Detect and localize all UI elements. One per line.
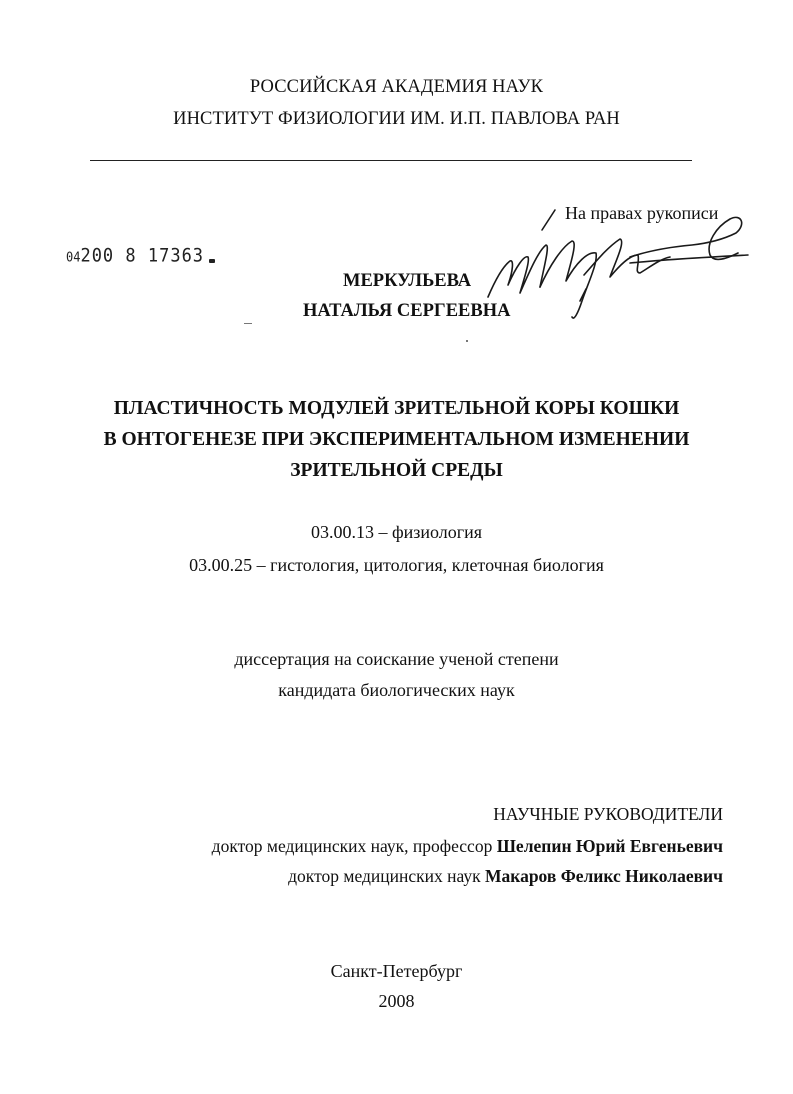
supervisor-name: Макаров Феликс Николаевич (484, 866, 723, 886)
year: 2008 (378, 991, 415, 1011)
stamp-prefix: 04 (66, 249, 81, 265)
stamp-mark (209, 259, 215, 263)
stamp-number: 200 8 17363 (80, 245, 205, 267)
header-divider (90, 160, 692, 161)
specialty-code: 03.00.25 – гистология, цитология, клеточная биология (189, 555, 604, 575)
rights-note: На правах рукописи (565, 203, 719, 223)
thesis-title-line-3: ЗРИТЕЛЬНОЙ СРЕДЫ (290, 460, 503, 481)
supervisor-credentials: доктор медицинских наук (288, 866, 481, 886)
supervisor-name: Шелепин Юрий Евгеньевич (496, 836, 723, 856)
city: Санкт-Петербург (330, 961, 463, 981)
institute-name: ИНСТИТУТ ФИЗИОЛОГИИ ИМ. И.П. ПАВЛОВА РАН (173, 109, 620, 129)
thesis-title-line-1: ПЛАСТИЧНОСТЬ МОДУЛЕЙ ЗРИТЕЛЬНОЙ КОРЫ КОШКИ (113, 398, 680, 419)
supervisor-entry (288, 866, 723, 887)
degree-line-1: диссертация на соискание ученой степени (234, 649, 559, 669)
author-signature (480, 205, 750, 325)
supervisors-heading: НАУЧНЫЕ РУКОВОДИТЕЛИ (493, 804, 723, 824)
supervisor-entry (212, 836, 723, 857)
thesis-title-line-2: В ОНТОГЕНЕЗЕ ПРИ ЭКСПЕРИМЕНТАЛЬНОМ ИЗМЕНЕНИИ (103, 429, 690, 450)
degree-line-2: кандидата биологических наук (278, 680, 515, 700)
specialty-code: 03.00.13 – физиология (310, 522, 483, 542)
scan-speck (244, 323, 252, 324)
library-stamp-number (66, 245, 204, 267)
supervisor-credentials: доктор медицинских наук, профессор (211, 836, 493, 856)
author-surname: МЕРКУЛЬЕВА (343, 271, 472, 291)
scan-speck (466, 340, 468, 342)
author-given-names: НАТАЛЬЯ СЕРГЕЕВНА (303, 301, 511, 321)
academy-name: РОССИЙСКАЯ АКАДЕМИЯ НАУК (249, 77, 544, 97)
